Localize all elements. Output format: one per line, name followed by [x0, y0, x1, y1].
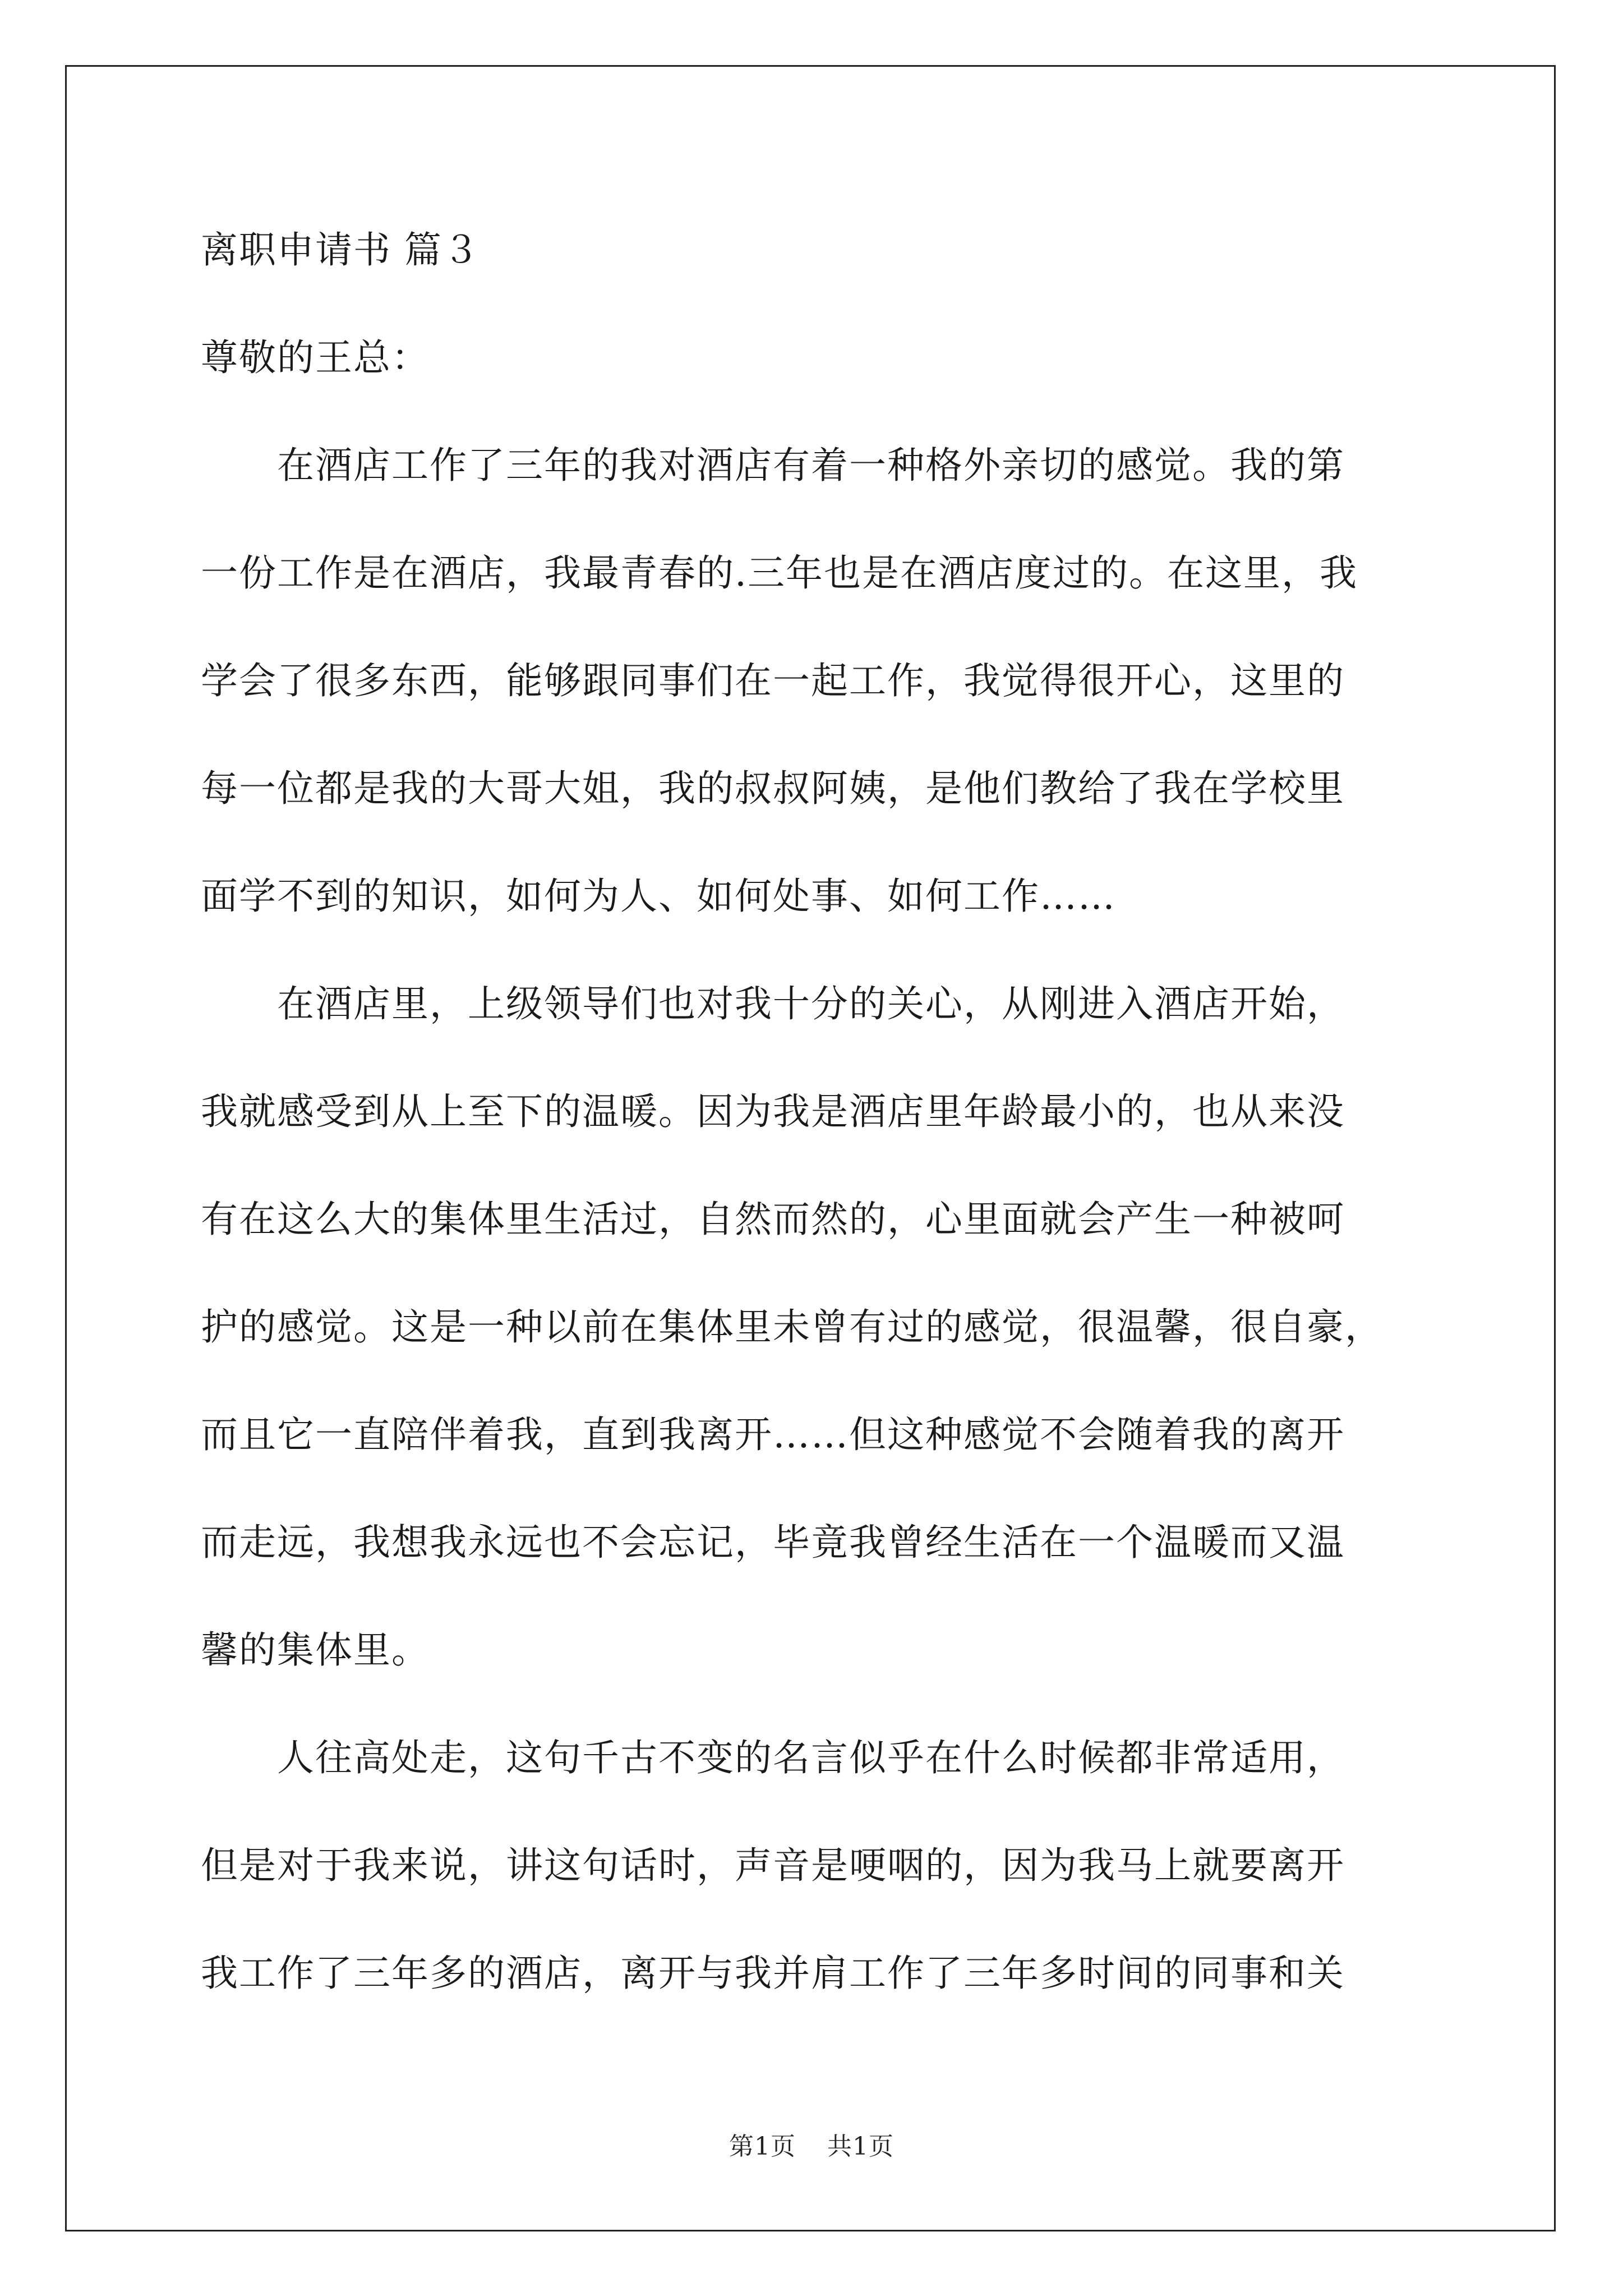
body-line: 护的感觉。这是一种以前在集体里未曾有过的感觉，很温馨，很自豪， — [201, 1305, 1383, 1349]
document-body — [201, 196, 1457, 2027]
document-title: 离职申请书 篇３ — [201, 228, 481, 272]
page-footer — [0, 2126, 1623, 2162]
page-number: 第1页 — [729, 2132, 796, 2161]
body-line: 我就感受到从上至下的温暖。因为我是酒店里年龄最小的，也从来没 — [201, 1090, 1345, 1133]
body-line: 一份工作是在酒店，我最青春的.三年也是在酒店度过的。在这里，我 — [201, 551, 1358, 595]
salutation: 尊敬的王总： — [201, 336, 430, 379]
body-line: 但是对于我来说，讲这句话时，声音是哽咽的，因为我马上就要离开 — [201, 1844, 1345, 1887]
body-text — [201, 412, 1457, 2027]
body-line: 面学不到的知识，如何为人、如何处事、如何工作…… — [201, 875, 1116, 918]
body-line: 在酒店里，上级领导们也对我十分的关心，从刚进入酒店开始， — [277, 982, 1345, 1025]
body-line: 而走远，我想我永远也不会忘记，毕竟我曾经生活在一个温暖而又温 — [201, 1521, 1345, 1564]
page-total: 共1页 — [827, 2132, 894, 2161]
body-line: 而且它一直陪伴着我，直到我离开……但这种感觉不会随着我的离开 — [201, 1413, 1345, 1456]
body-line: 我工作了三年多的酒店，离开与我并肩工作了三年多时间的同事和关 — [201, 1952, 1345, 1995]
body-line: 人往高处走，这句千古不变的名言似乎在什么时候都非常适用， — [277, 1736, 1345, 1779]
body-line: 馨的集体里。 — [201, 1628, 430, 1672]
body-line: 每一位都是我的大哥大姐，我的叔叔阿姨，是他们教给了我在学校里 — [201, 767, 1345, 810]
body-line: 学会了很多东西，能够跟同事们在一起工作，我觉得很开心，这里的 — [201, 659, 1345, 702]
body-line: 有在这么大的集体里生活过，自然而然的，心里面就会产生一种被呵 — [201, 1198, 1345, 1241]
body-line: 在酒店工作了三年的我对酒店有着一种格外亲切的感觉。我的第 — [277, 444, 1345, 487]
